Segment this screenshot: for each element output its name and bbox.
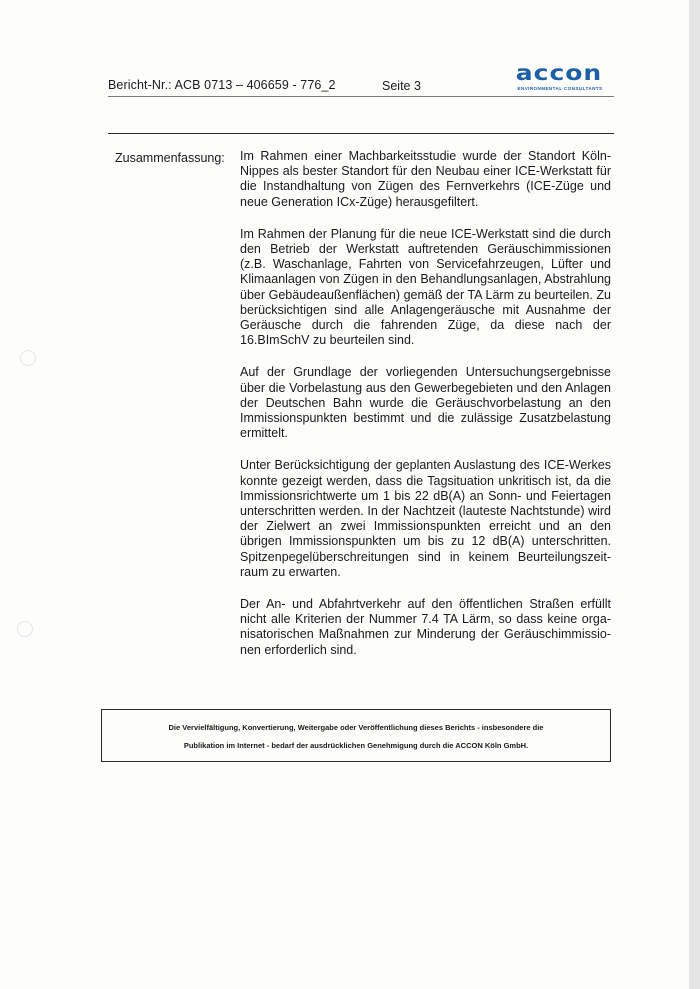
header-divider: [108, 96, 614, 97]
copyright-notice: [101, 709, 611, 762]
scan-edge: [689, 0, 700, 989]
summary-paragraph: Im Rahmen einer Machbarkeitsstudie wurde der Standort Köln-Nippes als bester Standort für den Neubau einer ICE-Werkstatt für die Instandhaltung von Zügen des Fernverkehrs (ICE-Züge und neue Generation ICx-Züge) herausgefiltert.: [240, 149, 611, 209]
summary-body: [240, 149, 611, 675]
summary-paragraph: Im Rahmen der Planung für die neue ICE-Werkstatt sind die durch den Betrieb der Werkstatt auftretenden Geräuschimmissionen (z.B. Waschanlage, Fahrten von Servicefahrzeugen, Lüfter und Klimaanlagen von Zügen in den Behandlungsanlagen, Abstrahlung über Gebäudeaußenflächen) gemäß der TA Lärm zu beurteilen. Zu berücksichtigen sind alle Anlagengeräusche mit Ausnahme der Geräusche durch die fahrenden Züge, da diese nach der 16.BImSchV zu beurteilen sind.: [240, 226, 611, 348]
notice-line: Die Vervielfältigung, Konvertierung, Weitergabe oder Veröffentlichung dieses Berichts - insbesondere die: [168, 723, 544, 732]
logo-tagline: ENVIRONMENTAL CONSULTANTS: [517, 86, 603, 91]
summary-paragraph: Auf der Grundlage der vorliegenden Untersuchungsergebnisse über die Vorbelastung aus den Gewerbegebieten und den Anlagen der Deutschen Bahn wurde die Geräuschvorbelastung an den Immissionspunkten bestimmt und die zulässige Zusatzbelastung ermittelt.: [240, 365, 611, 441]
punch-hole-mark: [17, 621, 33, 637]
page-number: Seite 3: [382, 79, 421, 93]
logo-wordmark: accon: [515, 60, 603, 85]
accon-logo: [506, 60, 612, 94]
report-number: Bericht-Nr.: ACB 0713 – 406659 - 776_2: [108, 78, 336, 92]
notice-line: Publikation im Internet - bedarf der ausdrücklichen Genehmigung durch die ACCON Köln GmbH.: [183, 741, 529, 750]
summary-label: Zusammenfassung:: [115, 151, 225, 165]
summary-paragraph: Der An- und Abfahrtverkehr auf den öffentlichen Straßen erfüllt nicht alle Kriterien der Nummer 7.4 TA Lärm, so dass keine organisatorischen Maßnahmen zur Minderung der Geräuschimmissionen erforderlich sind.: [240, 597, 611, 657]
content-divider: [108, 133, 614, 134]
summary-paragraph: Unter Berücksichtigung der geplanten Auslastung des ICE-Werkes konnte gezeigt werden, dass die Tagsituation unkritisch ist, da die Immissionsrichtwerte um 1 bis 22 dB(A) an Sonn- und Feiertagen unterschritten werden. In der Nachtzeit (lauteste Nachtstunde) wird der Zielwert an zwei Immissionspunkten erreicht und an den übrigen Immissionspunkten um bis zu 12 dB(A) unterschritten. Spitzenpegelüberschreitungen sind in keinem Beurteilungszeitraum zu erwarten.: [240, 458, 611, 579]
punch-hole-mark: [20, 350, 36, 366]
